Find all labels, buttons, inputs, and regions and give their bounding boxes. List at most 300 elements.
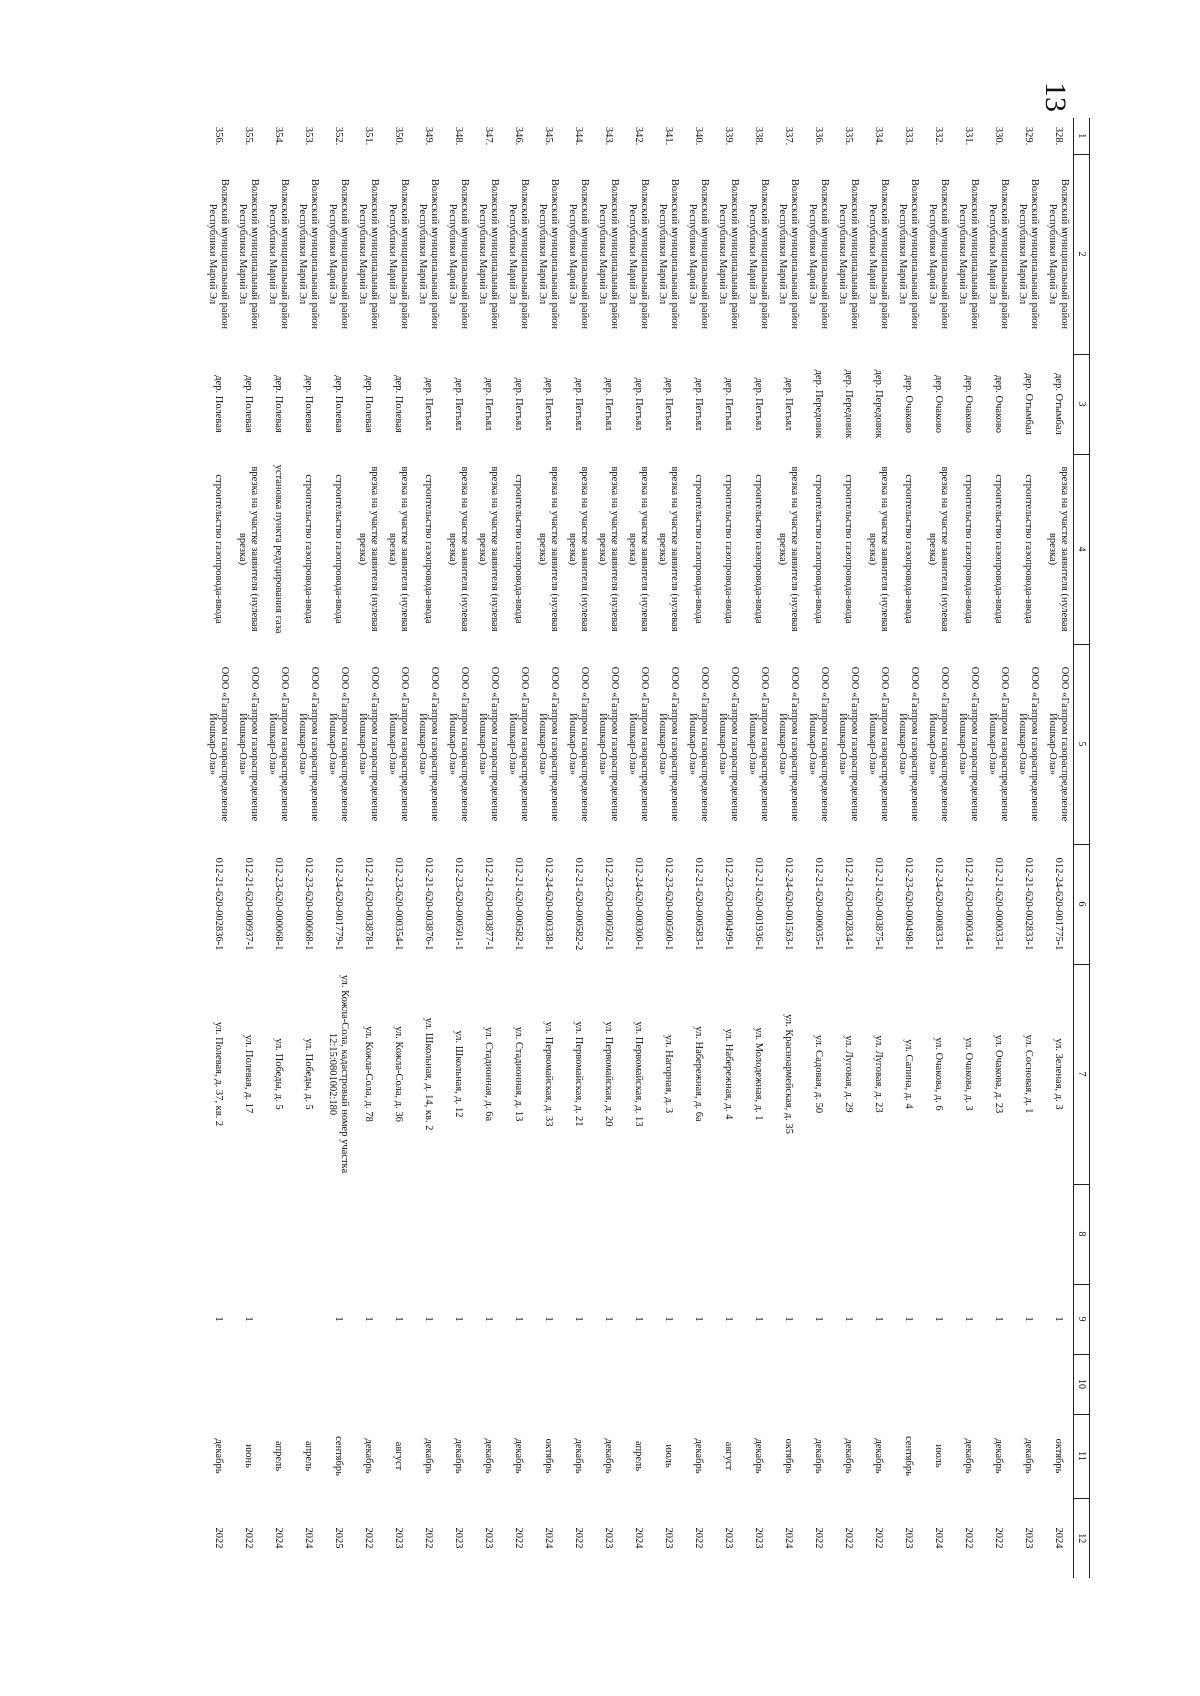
- application-code-cell: 012-21-620-000033-1: [993, 857, 1005, 951]
- application-code-cell: 012-21-620-000582-1: [513, 857, 525, 951]
- year-cell: 2022: [843, 1527, 855, 1549]
- settlement-cell: дер. Полевая: [273, 375, 285, 433]
- year-cell: 2023: [903, 1527, 915, 1549]
- column-header-3: 3: [1074, 354, 1090, 454]
- column-10-cell: [503, 1354, 533, 1414]
- address-cell: ул. Кожла-Сола, д. 78: [363, 1026, 375, 1122]
- application-code-cell: 012-24-620-001775-1: [1053, 857, 1065, 951]
- month-cell: декабрь: [573, 1438, 585, 1474]
- row-number: 332.: [933, 126, 945, 146]
- month-cell: июль: [933, 1444, 945, 1468]
- table-row: [623, 118, 653, 1578]
- table-row: [893, 118, 923, 1578]
- table-row: [443, 118, 473, 1578]
- year-cell: 2022: [693, 1527, 705, 1549]
- table-row: [713, 118, 743, 1578]
- work-type-cell: врезка на участке заявителя (нулевая врезка): [1047, 466, 1071, 632]
- month-cell: июль: [663, 1444, 675, 1468]
- column-header-5: 5: [1074, 644, 1090, 844]
- quantity-cell: 1: [933, 1316, 945, 1322]
- district-cell: Волжский муниципальный район Республики Марий Эл: [717, 178, 741, 330]
- column-header-12: 12: [1074, 1498, 1090, 1578]
- column-8-cell: [413, 1184, 443, 1284]
- row-number: 337.: [783, 126, 795, 146]
- settlement-cell: дер. Полевая: [333, 375, 345, 433]
- work-type-cell: строительство газопровода-ввода: [333, 474, 345, 624]
- quantity-cell: 1: [663, 1316, 675, 1322]
- table-row: [263, 118, 293, 1578]
- application-code-cell: 012-24-620-000833-1: [933, 857, 945, 951]
- table-row: [323, 118, 353, 1578]
- row-number: 339.: [723, 126, 735, 146]
- month-cell: октябрь: [1053, 1438, 1065, 1474]
- settlement-cell: дер. Очаково: [993, 375, 1005, 433]
- column-8-cell: [953, 1184, 983, 1284]
- column-8-cell: [383, 1184, 413, 1284]
- work-type-cell: врезка на участке заявителя (нулевая врезка): [657, 466, 681, 632]
- column-10-cell: [563, 1354, 593, 1414]
- quantity-cell: 1: [573, 1316, 585, 1322]
- district-cell: Волжский муниципальный район Республики Марий Эл: [237, 178, 261, 330]
- quantity-cell: [293, 1284, 323, 1354]
- settlement-cell: дер. Отымбал: [1023, 373, 1035, 435]
- quantity-cell: 1: [783, 1316, 795, 1322]
- table-row: [233, 118, 263, 1578]
- quantity-cell: 1: [963, 1316, 975, 1322]
- district-cell: Волжский муниципальный район Республики Марий Эл: [657, 178, 681, 330]
- organization-cell: ООО «Газпром газораспределение Йошкар-Ола»: [567, 666, 591, 822]
- organization-cell: ООО «Газпром газораспределение Йошкар-Ола»: [657, 666, 681, 822]
- organization-cell: ООО «Газпром газораспределение Йошкар-Ола»: [507, 666, 531, 822]
- quantity-cell: 1: [393, 1316, 405, 1322]
- column-10-cell: [773, 1354, 803, 1414]
- district-cell: Волжский муниципальный район Республики Марий Эл: [267, 178, 291, 330]
- table-row: [923, 118, 953, 1578]
- address-cell: ул. Зеленая, д. 3: [1053, 1038, 1065, 1110]
- address-cell: ул. Луговая, д. 23: [873, 1035, 885, 1113]
- year-cell: 2024: [783, 1527, 795, 1549]
- month-cell: декабрь: [993, 1438, 1005, 1474]
- application-code-cell: 012-21-620-002836-1: [213, 857, 225, 951]
- organization-cell: ООО «Газпром газораспределение Йошкар-Ола»: [537, 666, 561, 822]
- work-type-cell: строительство газопровода-ввода: [843, 474, 855, 624]
- column-10-cell: [713, 1354, 743, 1414]
- address-cell: ул. Школьная, д. 12: [453, 1030, 465, 1118]
- year-cell: 2023: [453, 1527, 465, 1549]
- district-cell: Волжский муниципальный район Республики Марий Эл: [537, 178, 561, 330]
- column-10-cell: [473, 1354, 503, 1414]
- column-10-cell: [353, 1354, 383, 1414]
- organization-cell: ООО «Газпром газораспределение Йошкар-Ола»: [237, 666, 261, 822]
- application-code-cell: 012-24-620-000300-1: [633, 857, 645, 951]
- application-code-cell: 012-23-620-000500-1: [663, 857, 675, 951]
- work-type-cell: строительство газопровода-ввода: [813, 474, 825, 624]
- application-code-cell: 012-23-620-000498-1: [903, 857, 915, 951]
- work-type-cell: врезка на участке заявителя (нулевая врезка): [387, 466, 411, 632]
- column-8-cell: [503, 1184, 533, 1284]
- row-number: 342.: [633, 126, 645, 146]
- column-8-cell: [683, 1184, 713, 1284]
- district-cell: Волжский муниципальный район Республики Марий Эл: [447, 178, 471, 330]
- column-10-cell: [323, 1354, 353, 1414]
- row-number: 329.: [1023, 126, 1035, 146]
- table-row: [533, 118, 563, 1578]
- district-cell: Волжский муниципальный район Республики Марий Эл: [327, 178, 351, 330]
- settlement-cell: дер. Петъял: [483, 377, 495, 431]
- year-cell: 2024: [633, 1527, 645, 1549]
- row-number: 338.: [753, 126, 765, 146]
- work-type-cell: строительство газопровода-ввода: [963, 474, 975, 624]
- year-cell: 2022: [513, 1527, 525, 1549]
- quantity-cell: 1: [903, 1316, 915, 1322]
- month-cell: апрель: [633, 1440, 645, 1472]
- address-cell: ул. Первомайская, д. 33: [543, 1021, 555, 1127]
- year-cell: 2023: [723, 1527, 735, 1549]
- column-header-6: 6: [1074, 844, 1090, 964]
- application-code-cell: 012-21-620-000582-2: [573, 857, 585, 951]
- column-8-cell: [1043, 1184, 1074, 1284]
- quantity-cell: 1: [873, 1316, 885, 1322]
- year-cell: 2022: [213, 1527, 225, 1549]
- quantity-cell: 1: [603, 1316, 615, 1322]
- column-8-cell: [323, 1184, 353, 1284]
- organization-cell: ООО «Газпром газораспределение Йошкар-Ола»: [747, 666, 771, 822]
- work-type-cell: врезка на участке заявителя (нулевая врезка): [597, 466, 621, 632]
- work-type-cell: врезка на участке заявителя (нулевая врезка): [477, 466, 501, 632]
- month-cell: август: [393, 1441, 405, 1471]
- row-number: 353.: [303, 126, 315, 146]
- year-cell: 2024: [543, 1527, 555, 1549]
- column-8-cell: [293, 1184, 323, 1284]
- column-10-cell: [983, 1354, 1013, 1414]
- column-8-cell: [773, 1184, 803, 1284]
- address-cell: ул. Первомайская, д. 20: [603, 1021, 615, 1127]
- organization-cell: ООО «Газпром газораспределение Йошкар-Ола»: [777, 666, 801, 822]
- row-number: 355.: [243, 126, 255, 146]
- organization-cell: ООО «Газпром газораспределение Йошкар-Ола»: [957, 666, 981, 822]
- settlement-cell: дер. Петъял: [693, 377, 705, 431]
- row-number: 334.: [873, 126, 885, 146]
- work-type-cell: строительство газопровода-ввода: [903, 474, 915, 624]
- table-row: [293, 118, 323, 1578]
- month-cell: апрель: [273, 1440, 285, 1472]
- application-code-cell: 012-21-620-001936-1: [753, 857, 765, 951]
- quantity-cell: 1: [813, 1316, 825, 1322]
- settlement-cell: дер. Петъял: [513, 377, 525, 431]
- organization-cell: ООО «Газпром газораспределение Йошкар-Ола»: [867, 666, 891, 822]
- column-8-cell: [203, 1184, 233, 1284]
- application-code-cell: 012-23-620-000502-1: [603, 857, 615, 951]
- work-type-cell: врезка на участке заявителя (нулевая врезка): [567, 466, 591, 632]
- organization-cell: ООО «Газпром газораспределение Йошкар-Ола»: [1017, 666, 1041, 822]
- month-cell: декабрь: [453, 1438, 465, 1474]
- row-number: 341.: [663, 126, 675, 146]
- settlement-cell: дер. Передовик: [873, 369, 885, 439]
- column-10-cell: [953, 1354, 983, 1414]
- column-10-cell: [533, 1354, 563, 1414]
- quantity-cell: 1: [1023, 1316, 1035, 1322]
- month-cell: декабрь: [813, 1438, 825, 1474]
- column-10-cell: [1013, 1354, 1043, 1414]
- column-header-10: 10: [1074, 1354, 1090, 1414]
- table-row: [1013, 118, 1043, 1578]
- quantity-cell: 1: [723, 1316, 735, 1322]
- month-cell: сентябрь: [333, 1436, 345, 1476]
- month-cell: декабрь: [483, 1438, 495, 1474]
- row-number: 352.: [333, 126, 345, 146]
- column-10-cell: [203, 1354, 233, 1414]
- column-8-cell: [443, 1184, 473, 1284]
- column-10-cell: [683, 1354, 713, 1414]
- organization-cell: ООО «Газпром газораспределение Йошкар-Ола»: [207, 666, 231, 822]
- year-cell: 2023: [663, 1527, 675, 1549]
- organization-cell: ООО «Газпром газораспределение Йошкар-Ола»: [927, 666, 951, 822]
- year-cell: 2023: [1023, 1527, 1035, 1549]
- address-cell: ул. Кожла-Сола, кадастровый номер участка 12:15:0801002:180: [327, 974, 351, 1174]
- column-10-cell: [623, 1354, 653, 1414]
- column-8-cell: [923, 1184, 953, 1284]
- column-8-cell: [473, 1184, 503, 1284]
- month-cell: декабрь: [423, 1438, 435, 1474]
- settlement-cell: дер. Петъял: [723, 377, 735, 431]
- month-cell: декабрь: [513, 1438, 525, 1474]
- organization-cell: ООО «Газпром газораспределение Йошкар-Ола»: [447, 666, 471, 822]
- month-cell: август: [723, 1441, 735, 1471]
- page-number: 13: [1039, 82, 1072, 112]
- table-row: [773, 118, 803, 1578]
- column-8-cell: [593, 1184, 623, 1284]
- work-type-cell: строительство газопровода-ввода: [693, 474, 705, 624]
- work-type-cell: врезка на участке заявителя (нулевая врезка): [357, 466, 381, 632]
- application-code-cell: 012-21-620-000035-1: [813, 857, 825, 951]
- district-cell: Волжский муниципальный район Республики Марий Эл: [807, 178, 831, 330]
- address-cell: ул. Садовая, д. 50: [813, 1034, 825, 1114]
- quantity-cell: 1: [693, 1316, 705, 1322]
- district-cell: Волжский муниципальный район Республики Марий Эл: [687, 178, 711, 330]
- year-cell: 2022: [363, 1527, 375, 1549]
- month-cell: октябрь: [543, 1438, 555, 1474]
- address-cell: ул. Победы, д. 5: [303, 1038, 315, 1110]
- work-type-cell: строительство газопровода-ввода: [1023, 474, 1035, 624]
- application-code-cell: 012-21-620-003878-1: [363, 857, 375, 951]
- quantity-cell: 1: [453, 1316, 465, 1322]
- row-number: 350.: [393, 126, 405, 146]
- column-8-cell: [1013, 1184, 1043, 1284]
- district-cell: Волжский муниципальный район Республики Марий Эл: [867, 178, 891, 330]
- settlement-cell: дер. Петъял: [603, 377, 615, 431]
- settlement-cell: дер. Полевая: [363, 375, 375, 433]
- month-cell: декабрь: [1023, 1438, 1035, 1474]
- quantity-cell: 1: [633, 1316, 645, 1322]
- district-cell: Волжский муниципальный район Республики Марий Эл: [777, 178, 801, 330]
- quantity-cell: 1: [1053, 1316, 1065, 1322]
- table-row: [413, 118, 443, 1578]
- address-cell: ул. Набережная, д. 6а: [693, 1026, 705, 1122]
- month-cell: октябрь: [783, 1438, 795, 1474]
- column-8-cell: [653, 1184, 683, 1284]
- district-cell: Волжский муниципальный район Республики Марий Эл: [567, 178, 591, 330]
- work-type-cell: врезка на участке заявителя (нулевая врезка): [447, 466, 471, 632]
- quantity-cell: 1: [213, 1316, 225, 1322]
- table-row: [953, 118, 983, 1578]
- district-cell: Волжский муниципальный район Республики Марий Эл: [1017, 178, 1041, 330]
- column-header-8: 8: [1074, 1184, 1090, 1284]
- district-cell: Волжский муниципальный район Республики Марий Эл: [387, 178, 411, 330]
- year-cell: 2025: [333, 1527, 345, 1549]
- row-number: 356.: [213, 126, 225, 146]
- column-8-cell: [743, 1184, 773, 1284]
- address-cell: ул. Сапина, д. 4: [903, 1039, 915, 1109]
- organization-cell: ООО «Газпром газораспределение Йошкар-Ола»: [417, 666, 441, 822]
- address-cell: ул. Первомайская, д. 13: [633, 1021, 645, 1127]
- column-8-cell: [713, 1184, 743, 1284]
- column-10-cell: [833, 1354, 863, 1414]
- settlement-cell: дер. Отымбал: [1053, 373, 1065, 435]
- settlement-cell: дер. Очаково: [933, 375, 945, 433]
- table-row: [683, 118, 713, 1578]
- district-cell: Волжский муниципальный район Республики Марий Эл: [837, 178, 861, 330]
- work-type-cell: строительство газопровода-ввода: [993, 474, 1005, 624]
- column-header-7: 7: [1074, 964, 1090, 1184]
- quantity-cell: 1: [333, 1316, 345, 1322]
- address-cell: ул. Первомайская, д. 21: [573, 1021, 585, 1127]
- row-number: 340.: [693, 126, 705, 146]
- organization-cell: ООО «Газпром газораспределение Йошкар-Ола»: [987, 666, 1011, 822]
- application-code-cell: 012-23-620-000499-1: [723, 857, 735, 951]
- row-number: 349.: [423, 126, 435, 146]
- column-8-cell: [983, 1184, 1013, 1284]
- column-header-11: 11: [1074, 1414, 1090, 1498]
- table-row: [563, 118, 593, 1578]
- settlement-cell: дер. Петъял: [783, 377, 795, 431]
- application-code-cell: 012-23-620-000068-1: [303, 857, 315, 951]
- application-code-cell: 012-24-620-001779-1: [333, 857, 345, 951]
- address-cell: ул. Очакова, д. 23: [993, 1034, 1005, 1114]
- registry-table: [203, 118, 1090, 1578]
- column-10-cell: [923, 1354, 953, 1414]
- year-cell: 2022: [963, 1527, 975, 1549]
- application-code-cell: 012-21-620-000583-1: [693, 857, 705, 951]
- column-10-cell: [743, 1354, 773, 1414]
- address-cell: ул. Кожла-Сола, д. 36: [393, 1026, 405, 1122]
- address-cell: ул. Нагорная, д. 3: [663, 1034, 675, 1114]
- address-cell: ул. Набережная, д. 4: [723, 1028, 735, 1120]
- settlement-cell: дер. Передовик: [843, 369, 855, 439]
- column-8-cell: [803, 1184, 833, 1284]
- settlement-cell: дер. Очаково: [903, 375, 915, 433]
- column-8-cell: [863, 1184, 893, 1284]
- organization-cell: ООО «Газпром газораспределение Йошкар-Ола»: [717, 666, 741, 822]
- application-code-cell: 012-21-620-003877-1: [483, 857, 495, 951]
- column-10-cell: [413, 1354, 443, 1414]
- column-8-cell: [533, 1184, 563, 1284]
- table-row: [983, 118, 1013, 1578]
- month-cell: декабрь: [603, 1438, 615, 1474]
- organization-cell: ООО «Газпром газораспределение Йошкар-Ола»: [837, 666, 861, 822]
- column-10-cell: [383, 1354, 413, 1414]
- table-row: [1043, 118, 1074, 1578]
- settlement-cell: дер. Передовик: [813, 369, 825, 439]
- work-type-cell: строительство газопровода-ввода: [303, 474, 315, 624]
- work-type-cell: врезка на участке заявителя (нулевая врезка): [927, 466, 951, 632]
- work-type-cell: врезка на участке заявителя (нулевая врезка): [627, 466, 651, 632]
- district-cell: Волжский муниципальный район Республики Марий Эл: [987, 178, 1011, 330]
- work-type-cell: строительство газопровода-ввода: [513, 474, 525, 624]
- quantity-cell: [263, 1284, 293, 1354]
- application-code-cell: 012-21-620-003876-1: [423, 857, 435, 951]
- address-cell: ул. Школьная, д. 14, кв. 2: [423, 1017, 435, 1131]
- address-cell: ул. Сосновая, д. 1: [1023, 1034, 1035, 1114]
- year-cell: 2022: [573, 1527, 585, 1549]
- month-cell: декабрь: [363, 1438, 375, 1474]
- table-row: [833, 118, 863, 1578]
- table-row: [353, 118, 383, 1578]
- work-type-cell: врезка на участке заявителя (нулевая врезка): [237, 466, 261, 632]
- application-code-cell: 012-24-620-000338-1: [543, 857, 555, 951]
- district-cell: Волжский муниципальный район Республики Марий Эл: [1047, 178, 1071, 330]
- district-cell: Волжский муниципальный район Республики Марий Эл: [357, 178, 381, 330]
- address-cell: ул. Красноармейская, д. 35: [783, 1014, 795, 1134]
- work-type-cell: врезка на участке заявителя (нулевая врезка): [537, 466, 561, 632]
- column-10-cell: [893, 1354, 923, 1414]
- year-cell: 2023: [393, 1527, 405, 1549]
- application-code-cell: 012-23-620-000068-1: [273, 857, 285, 951]
- work-type-cell: строительство газопровода-ввода: [423, 474, 435, 624]
- settlement-cell: дер. Петъял: [573, 377, 585, 431]
- quantity-cell: 1: [753, 1316, 765, 1322]
- settlement-cell: дер. Петъял: [753, 377, 765, 431]
- header-row: [1074, 118, 1090, 1578]
- settlement-cell: дер. Полевая: [243, 375, 255, 433]
- column-8-cell: [563, 1184, 593, 1284]
- address-cell: ул. Очакова, д. 6: [933, 1037, 945, 1111]
- table-row: [503, 118, 533, 1578]
- organization-cell: ООО «Газпром газораспределение Йошкар-Ола»: [1047, 666, 1071, 822]
- quantity-cell: 1: [543, 1316, 555, 1322]
- column-8-cell: [893, 1184, 923, 1284]
- organization-cell: ООО «Газпром газораспределение Йошкар-Ола»: [357, 666, 381, 822]
- application-code-cell: 012-21-620-002833-1: [1023, 857, 1035, 951]
- district-cell: Волжский муниципальный район Республики Марий Эл: [207, 178, 231, 330]
- settlement-cell: дер. Полевая: [303, 375, 315, 433]
- month-cell: декабрь: [753, 1438, 765, 1474]
- quantity-cell: 1: [993, 1316, 1005, 1322]
- address-cell: ул. Полевая, д. 17: [243, 1034, 255, 1114]
- table-row: [203, 118, 233, 1578]
- application-code-cell: 012-24-620-001563-1: [783, 857, 795, 951]
- table-row: [863, 118, 893, 1578]
- address-cell: ул. Полевая, д. 37, кв. 2: [213, 1021, 225, 1127]
- table-row: [473, 118, 503, 1578]
- table-body: [203, 118, 1074, 1578]
- work-type-cell: строительство газопровода-ввода: [723, 474, 735, 624]
- organization-cell: ООО «Газпром газораспределение Йошкар-Ола»: [477, 666, 501, 822]
- row-number: 330.: [993, 126, 1005, 146]
- row-number: 331.: [963, 126, 975, 146]
- settlement-cell: дер. Петъял: [663, 377, 675, 431]
- year-cell: 2024: [1053, 1527, 1065, 1549]
- table-row: [803, 118, 833, 1578]
- column-10-cell: [443, 1354, 473, 1414]
- table-row: [653, 118, 683, 1578]
- settlement-cell: дер. Петъял: [423, 377, 435, 431]
- month-cell: июнь: [243, 1444, 255, 1468]
- row-number: 351.: [363, 126, 375, 146]
- year-cell: 2022: [243, 1527, 255, 1549]
- column-8-cell: [833, 1184, 863, 1284]
- column-10-cell: [1043, 1354, 1074, 1414]
- registry-table-frame: [110, 118, 1090, 1578]
